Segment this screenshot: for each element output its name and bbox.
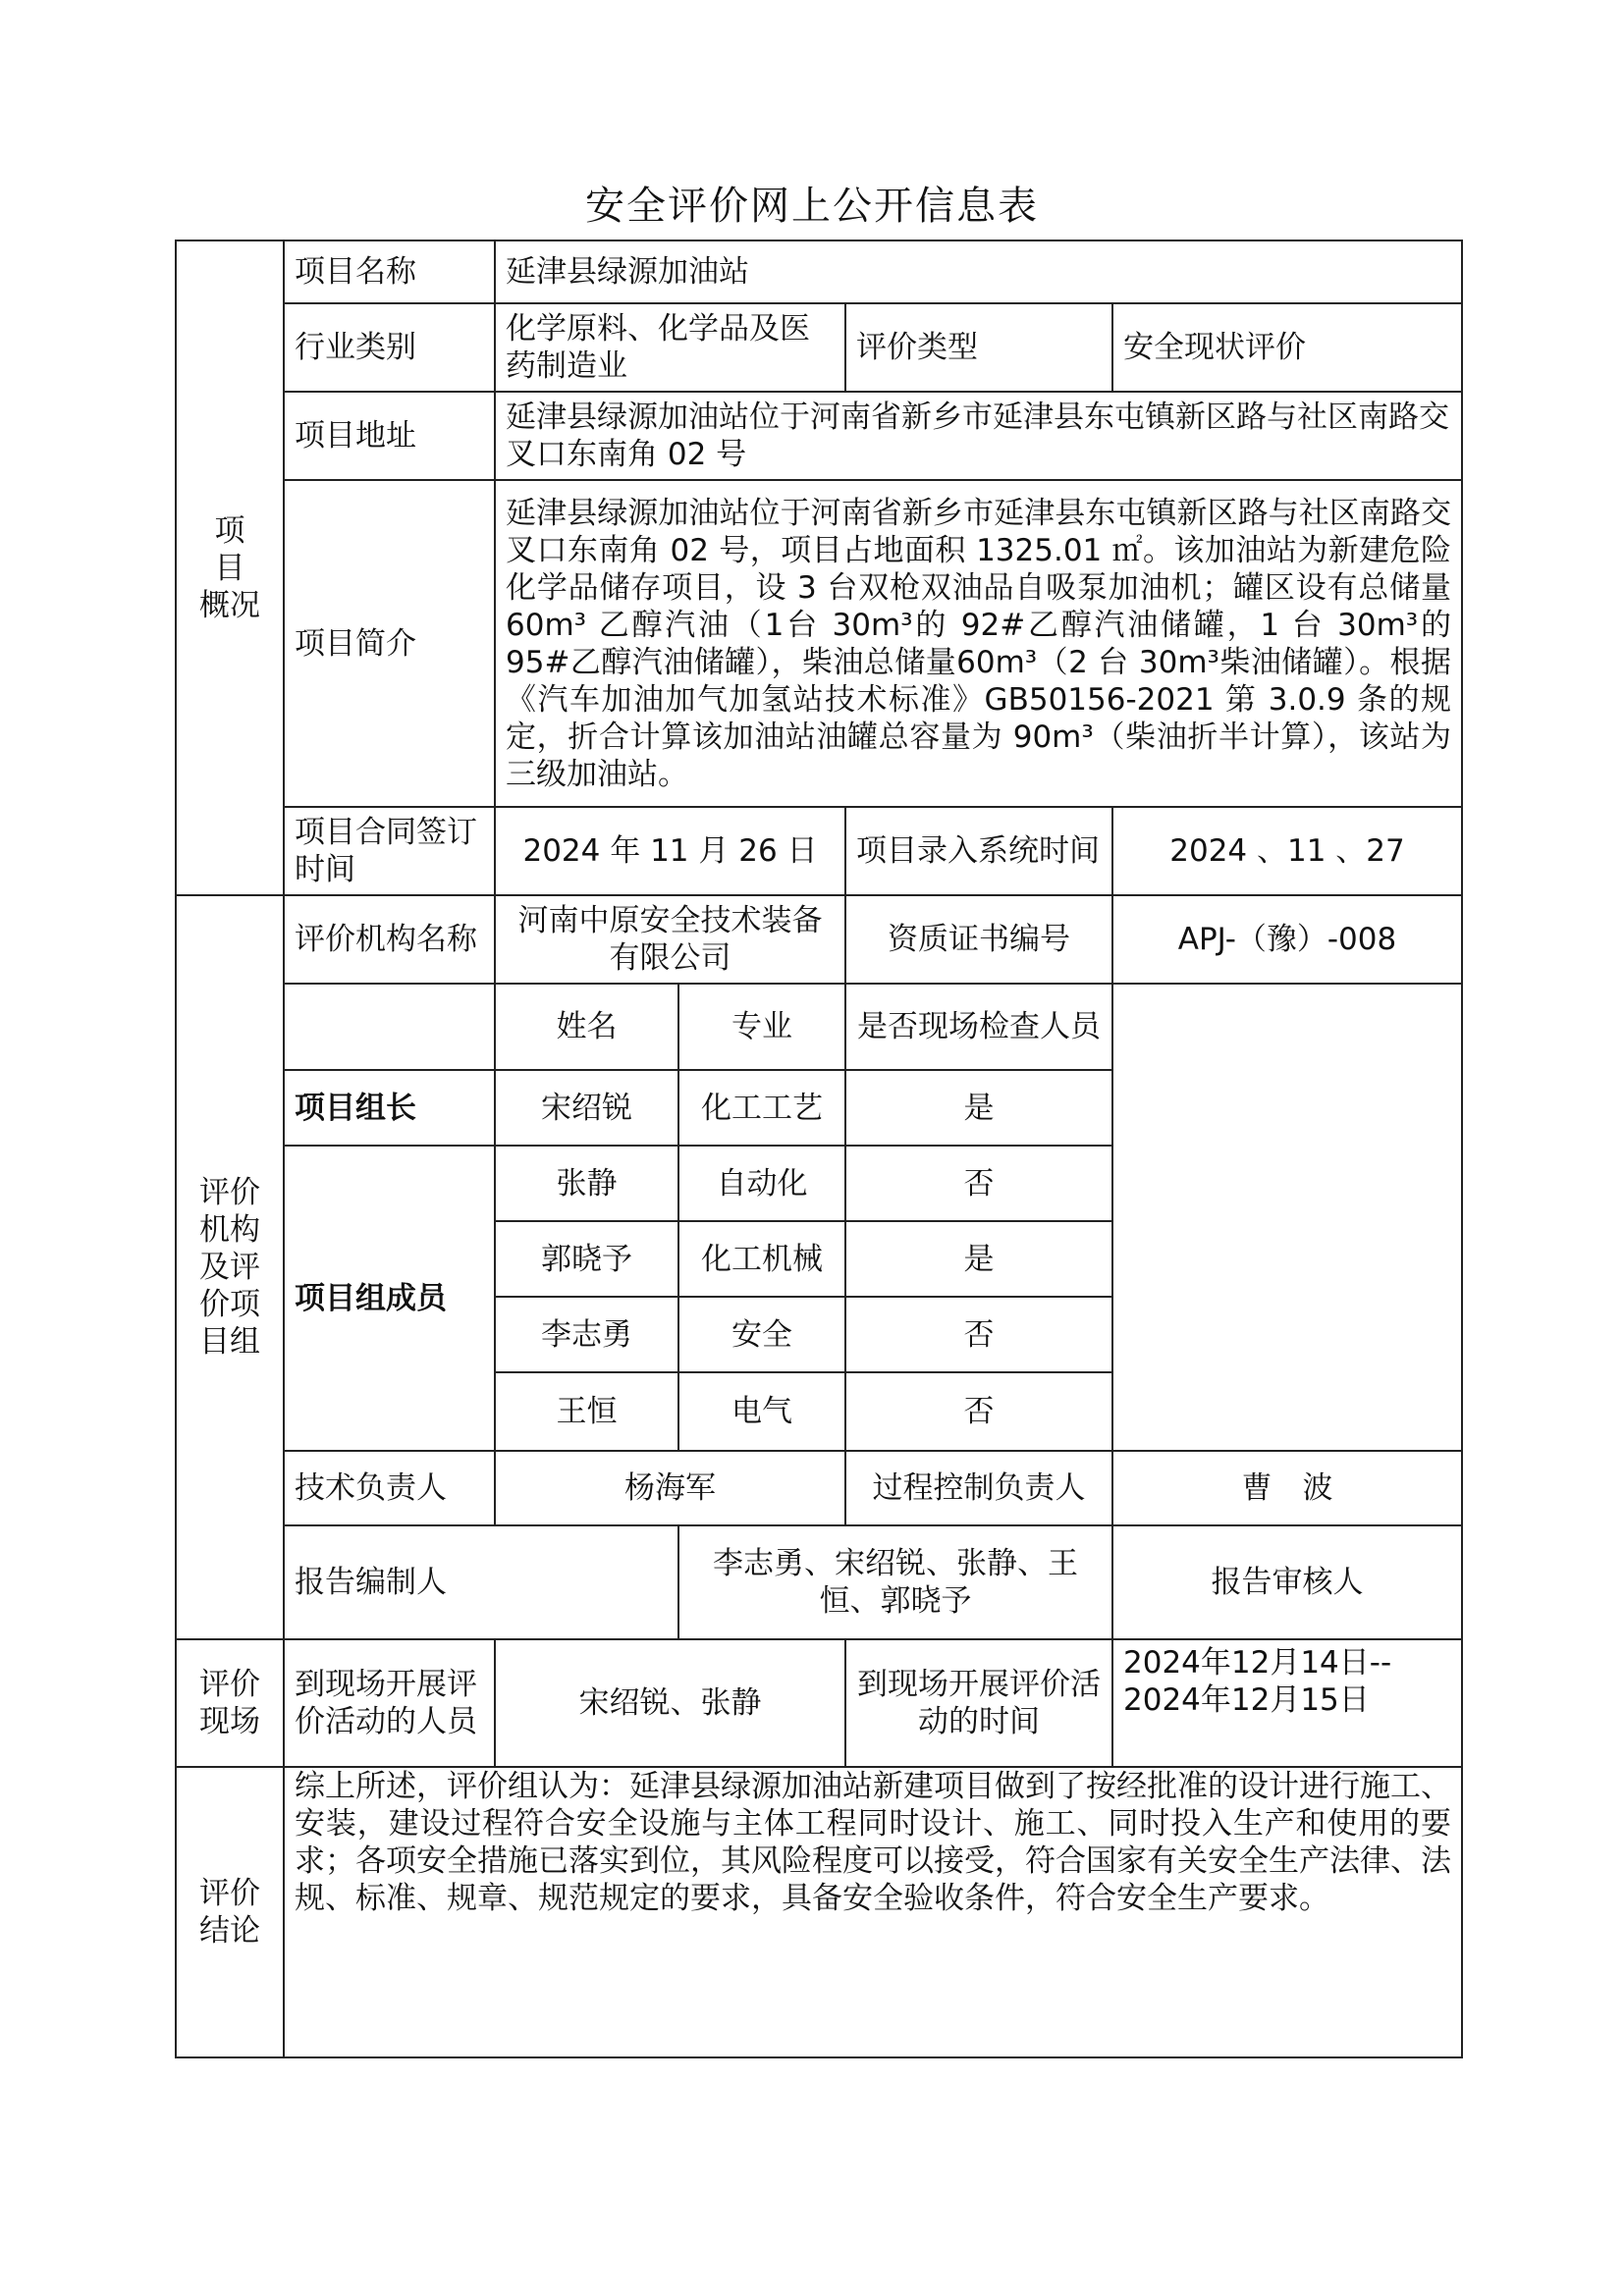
contract-value: 2024 年 11 月 26 日 bbox=[495, 807, 845, 895]
page-title: 安全评价网上公开信息表 bbox=[585, 184, 1039, 229]
org-label: 评价机构名称 bbox=[284, 895, 495, 984]
leader-major: 化工工艺 bbox=[678, 1070, 845, 1146]
process-value: 曹 波 bbox=[1112, 1451, 1462, 1525]
address-label: 项目地址 bbox=[284, 392, 495, 480]
info-table bbox=[175, 240, 1463, 2058]
member-major: 电气 bbox=[678, 1372, 845, 1451]
member-onsite: 否 bbox=[845, 1297, 1112, 1372]
site-people-value: 宋绍锐、张静 bbox=[495, 1639, 845, 1767]
member-name: 李志勇 bbox=[495, 1297, 678, 1372]
col-onsite-header: 是否现场检查人员 bbox=[845, 984, 1112, 1070]
member-major: 安全 bbox=[678, 1297, 845, 1372]
site-time-label: 到现场开展评价活动的时间 bbox=[845, 1639, 1112, 1767]
site-time-value: 2024年12月14日-- 2024年12月15日 bbox=[1112, 1639, 1462, 1767]
section-overview-label: 项 目 概况 bbox=[176, 240, 284, 895]
row-intro bbox=[176, 480, 1462, 807]
row-team-header bbox=[176, 984, 1462, 1070]
section-agency-label: 评价 机构 及评 价项 目组 bbox=[176, 895, 284, 1639]
row-contract bbox=[176, 807, 1462, 895]
leader-name: 宋绍锐 bbox=[495, 1070, 678, 1146]
member-major: 自动化 bbox=[678, 1146, 845, 1221]
reviewer-label: 报告审核人 bbox=[1112, 1525, 1462, 1639]
eval-type-label: 评价类型 bbox=[845, 303, 1112, 392]
cert-label: 资质证书编号 bbox=[845, 895, 1112, 984]
row-address bbox=[176, 392, 1462, 480]
row-responsible bbox=[176, 1451, 1462, 1525]
industry-value: 化学原料、化学品及医药制造业 bbox=[495, 303, 845, 392]
member-onsite: 否 bbox=[845, 1372, 1112, 1451]
row-project-name bbox=[176, 240, 1462, 303]
col-name-header: 姓名 bbox=[495, 984, 678, 1070]
team-side-blank bbox=[1112, 984, 1462, 1451]
row-agency bbox=[176, 895, 1462, 984]
site-people-label: 到现场开展评价活动的人员 bbox=[284, 1639, 495, 1767]
row-site bbox=[176, 1639, 1462, 1767]
tech-value: 杨海军 bbox=[495, 1451, 845, 1525]
author-label: 报告编制人 bbox=[284, 1525, 678, 1639]
address-value: 延津县绿源加油站位于河南省新乡市延津县东屯镇新区路与社区南路交叉口东南角 02 号 bbox=[495, 392, 1462, 480]
intro-value: 延津县绿源加油站位于河南省新乡市延津县东屯镇新区路与社区南路交叉口东南角 02 号，项目占地面积 1325.01 ㎡。该加油站为新建危险化学品储存项目，设 3 台双枪双油品自吸泵加油机；罐区设有总储量 60m³ 乙醇汽油（1台 30m³的 92#乙醇汽油储罐，1 台 30m³的 95#乙醇汽油储罐），柴油总储量60m³（2 台 30m³柴油储罐）。根据《汽车加油加气加氢站技术标准》GB50156-2021 第 3.0.9 条的规定，折合计算该加油站油罐总容量为 90m³（柴油折半计算），该站为三级加油站。 bbox=[495, 480, 1462, 807]
team-header-blank bbox=[284, 984, 495, 1070]
member-name: 张静 bbox=[495, 1146, 678, 1221]
member-name: 王恒 bbox=[495, 1372, 678, 1451]
member-onsite: 是 bbox=[845, 1221, 1112, 1297]
entry-label: 项目录入系统时间 bbox=[845, 807, 1112, 895]
author-value: 李志勇、宋绍锐、张静、王恒、郭晓予 bbox=[678, 1525, 1112, 1639]
section-conclusion-label: 评价 结论 bbox=[176, 1767, 284, 2057]
contract-label: 项目合同签订时间 bbox=[284, 807, 495, 895]
section-site-label: 评价 现场 bbox=[176, 1639, 284, 1767]
conclusion-text: 综上所述，评价组认为：延津县绿源加油站新建项目做到了按经批准的设计进行施工、安装，建设过程符合安全设施与主体工程同时设计、施工、同时投入生产和使用的要求；各项安全措施已落实到位，其风险程度可以接受，符合国家有关安全生产法律、法规、标准、规章、规范规定的要求，具备安全验收条件，符合安全生产要求。 bbox=[284, 1767, 1462, 2057]
row-conclusion bbox=[176, 1767, 1462, 2057]
process-label: 过程控制负责人 bbox=[845, 1451, 1112, 1525]
project-name-value: 延津县绿源加油站 bbox=[495, 240, 1462, 303]
leader-onsite: 是 bbox=[845, 1070, 1112, 1146]
col-major-header: 专业 bbox=[678, 984, 845, 1070]
members-label: 项目组成员 bbox=[284, 1146, 495, 1451]
leader-label: 项目组长 bbox=[284, 1070, 495, 1146]
eval-type-value: 安全现状评价 bbox=[1112, 303, 1462, 392]
member-onsite: 否 bbox=[845, 1146, 1112, 1221]
member-major: 化工机械 bbox=[678, 1221, 845, 1297]
row-report bbox=[176, 1525, 1462, 1639]
industry-label: 行业类别 bbox=[284, 303, 495, 392]
org-value: 河南中原安全技术装备有限公司 bbox=[495, 895, 845, 984]
member-name: 郭晓予 bbox=[495, 1221, 678, 1297]
project-name-label: 项目名称 bbox=[284, 240, 495, 303]
tech-label: 技术负责人 bbox=[284, 1451, 495, 1525]
intro-label: 项目简介 bbox=[284, 480, 495, 807]
row-industry bbox=[176, 303, 1462, 392]
entry-value: 2024 、11 、27 bbox=[1112, 807, 1462, 895]
cert-value: APJ-（豫）-008 bbox=[1112, 895, 1462, 984]
